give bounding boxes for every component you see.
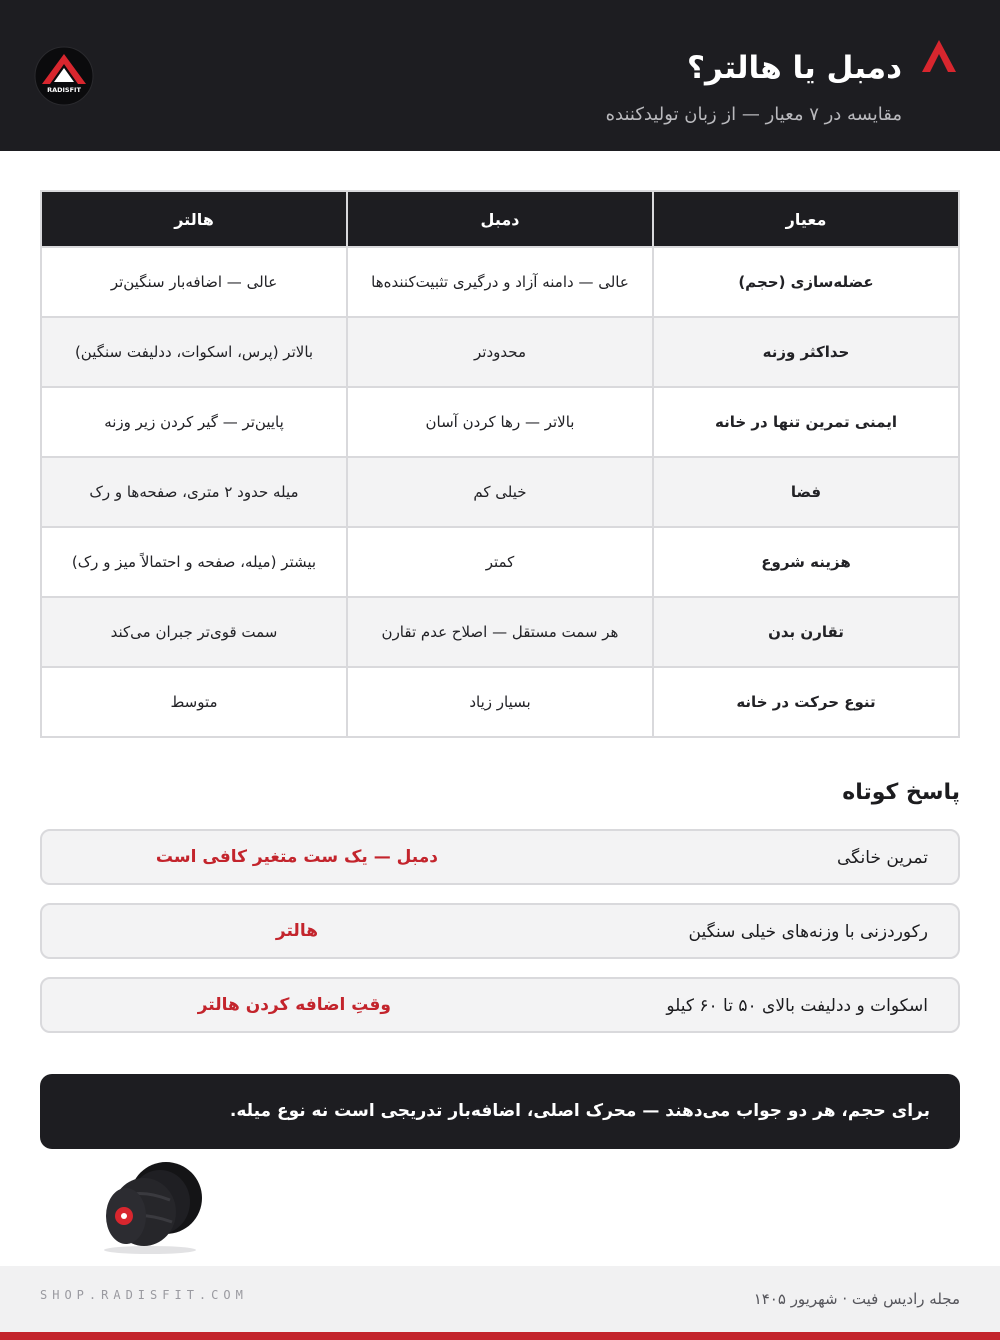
criterion-cell: تقارن بدن xyxy=(653,597,959,667)
table-row xyxy=(41,457,959,527)
barbell-cell: سمت قوی‌تر جبران می‌کند xyxy=(41,597,347,667)
page-subtitle: مقایسه در ۷ معیار — از زبان تولیدکننده xyxy=(605,104,902,125)
footer-magazine: مجله رادیس فیت · شهریور ۱۴۰۵ xyxy=(753,1290,960,1308)
answer-verdict: دمبل — یک ست متغیر کافی است xyxy=(155,847,438,867)
answer-verdict: وقتِ اضافه کردن هالتر xyxy=(197,995,391,1015)
criterion-cell: عضله‌سازی (حجم) xyxy=(653,247,959,317)
barbell-cell: متوسط xyxy=(41,667,347,737)
dumbbell-cell: عالی — دامنه آزاد و درگیری تثبیت‌کننده‌ها xyxy=(347,247,653,317)
adjustable-dumbbell-image xyxy=(100,1158,204,1256)
table-header-row xyxy=(41,191,959,247)
page-header xyxy=(0,0,1000,151)
answer-question: تمرین خانگی xyxy=(837,848,928,868)
dumbbell-cell: خیلی کم xyxy=(347,457,653,527)
page-footer xyxy=(0,1266,1000,1332)
answer-question: رکوردزنی با وزنه‌های خیلی سنگین xyxy=(688,922,928,942)
answer-card xyxy=(40,829,960,885)
brand-mark-icon xyxy=(920,38,958,76)
dumbbell-cell: بالاتر — رها کردن آسان xyxy=(347,387,653,457)
criterion-cell: فضا xyxy=(653,457,959,527)
dumbbell-cell: بسیار زیاد xyxy=(347,667,653,737)
answer-card xyxy=(40,977,960,1033)
page-title: دمبل یا هالتر؟ xyxy=(687,50,902,86)
barbell-cell: بالاتر (پرس، اسکوات، ددلیفت سنگین) xyxy=(41,317,347,387)
answer-question: اسکوات و ددلیفت بالای ۵۰ تا ۶۰ کیلو xyxy=(666,996,928,1016)
barbell-cell: میله حدود ۲ متری، صفحه‌ها و رک xyxy=(41,457,347,527)
note-banner xyxy=(40,1074,960,1149)
table-row xyxy=(41,667,959,737)
radisfit-logo-icon xyxy=(34,46,94,106)
note-text: برای حجم، هر دو جواب می‌دهند — محرک اصلی، اضافه‌بار تدریجی است نه نوع میله. xyxy=(229,1101,930,1121)
footer-site-link[interactable]: SHOP.RADISFIT.COM xyxy=(40,1288,248,1302)
comparison-table xyxy=(40,190,960,738)
table-row xyxy=(41,597,959,667)
header-dumbbell: دمبل xyxy=(347,191,653,247)
dumbbell-cell: هر سمت مستقل — اصلاح عدم تقارن xyxy=(347,597,653,667)
table-row xyxy=(41,317,959,387)
table-row xyxy=(41,247,959,317)
table-row xyxy=(41,387,959,457)
barbell-cell: عالی — اضافه‌بار سنگین‌تر xyxy=(41,247,347,317)
logo-text: RADISFIT xyxy=(47,86,81,94)
answer-verdict: هالتر xyxy=(275,921,318,941)
table-row xyxy=(41,527,959,597)
answer-card xyxy=(40,903,960,959)
criterion-cell: حداکثر وزنه xyxy=(653,317,959,387)
short-answer-title: پاسخ کوتاه xyxy=(842,780,960,805)
barbell-cell: پایین‌تر — گیر کردن زیر وزنه xyxy=(41,387,347,457)
criterion-cell: هزینه شروع xyxy=(653,527,959,597)
criterion-cell: تنوع حرکت در خانه xyxy=(653,667,959,737)
header-criterion: معیار xyxy=(653,191,959,247)
footer-accent-bar xyxy=(0,1332,1000,1340)
header-barbell: هالتر xyxy=(41,191,347,247)
barbell-cell: بیشتر (میله، صفحه و احتمالاً میز و رک) xyxy=(41,527,347,597)
criterion-cell: ایمنی تمرین تنها در خانه xyxy=(653,387,959,457)
dumbbell-cell: محدودتر xyxy=(347,317,653,387)
dumbbell-cell: کمتر xyxy=(347,527,653,597)
